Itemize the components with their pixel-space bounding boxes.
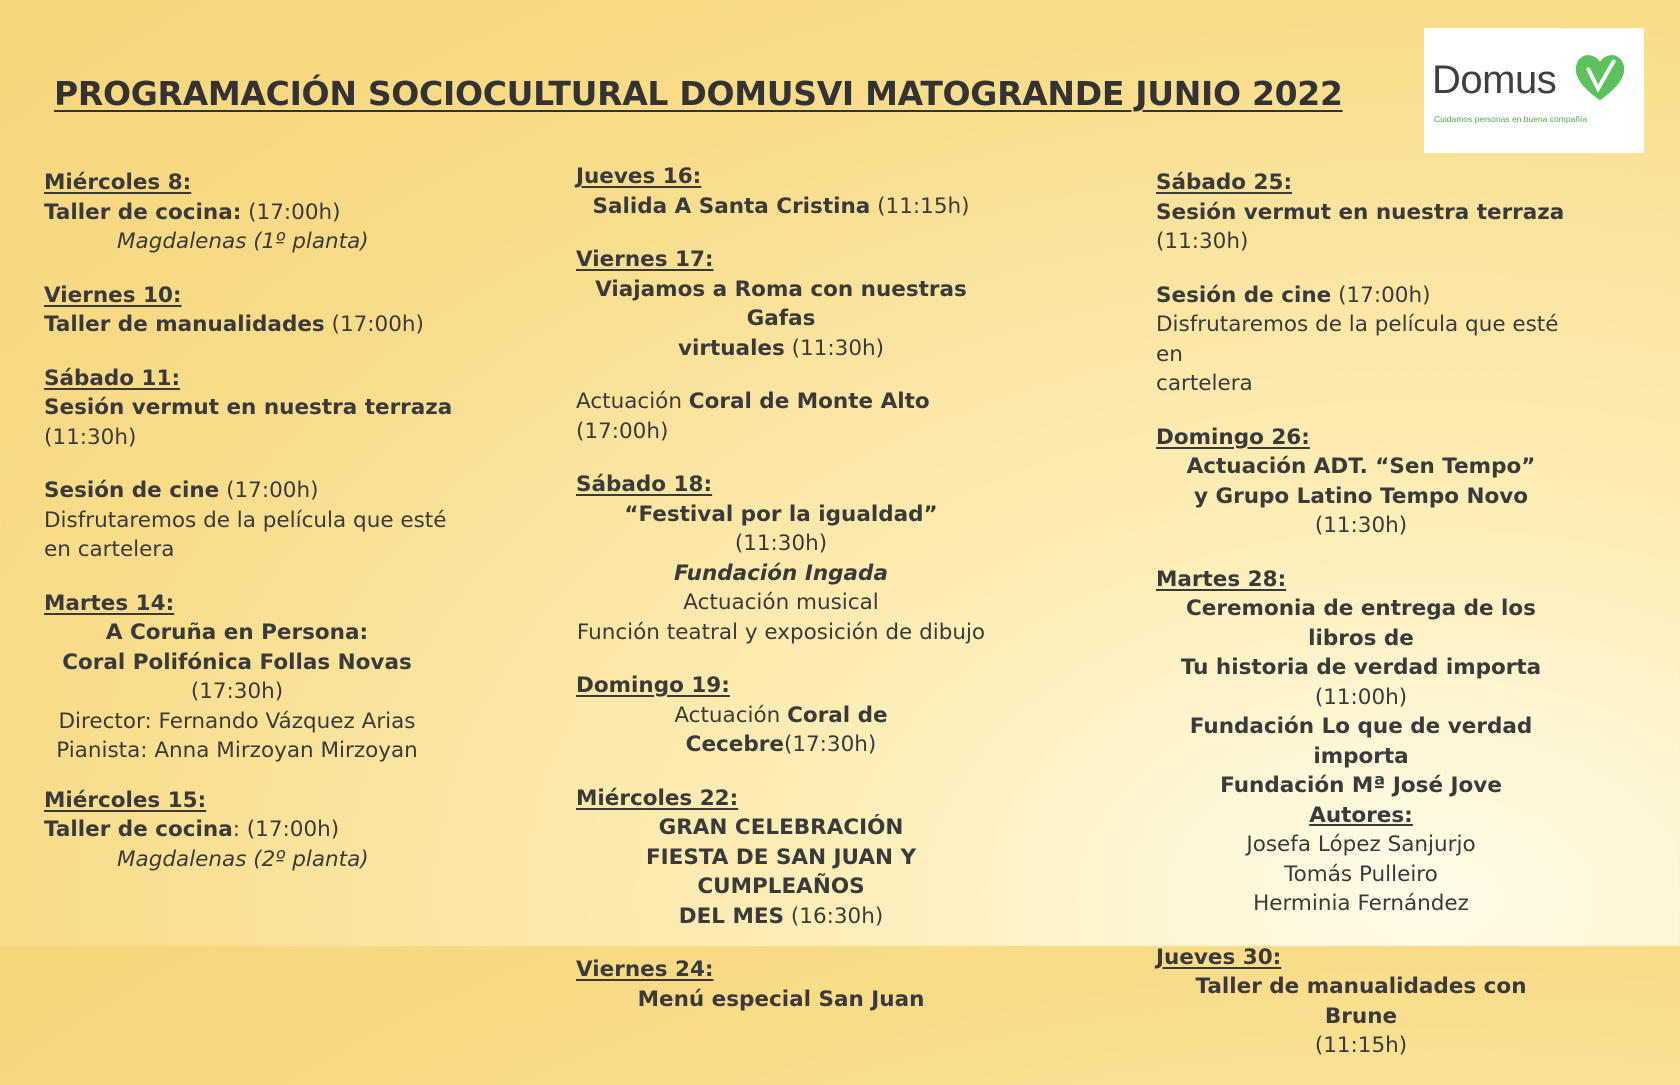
activity-time: (11:30h) xyxy=(734,531,828,556)
day-heading: Domingo 19: xyxy=(576,673,730,698)
activity-name: y Grupo Latino Tempo Novo xyxy=(1193,483,1529,509)
activity-description: en cartelera xyxy=(44,537,175,562)
activity-time: (16:30h) xyxy=(784,903,884,929)
day-heading: Jueves 16: xyxy=(576,164,702,189)
activity-organizer: Fundación Lo que de verdad importa xyxy=(1189,714,1533,769)
activity-description: Disfrutaremos de la película que esté xyxy=(44,507,447,533)
logo-text: Domus xyxy=(1432,58,1557,102)
domusvi-logo xyxy=(1424,28,1644,153)
event-block xyxy=(576,671,1016,760)
activity-name: Viajamos a Roma con nuestras Gafas xyxy=(595,276,967,331)
event-block xyxy=(576,245,1016,446)
activity-name: Actuación ADT. “Sen Tempo” xyxy=(1186,454,1536,479)
activity-time: (17:30h) xyxy=(783,732,877,757)
activity-name: GRAN CELEBRACIÓN xyxy=(658,815,904,840)
activity-time: (11:30h) xyxy=(44,424,137,450)
event-block xyxy=(44,168,514,257)
activity-time: (11:30h) xyxy=(1156,229,1249,254)
activity-time: (17:00h) xyxy=(324,312,424,337)
activity-name: Sesión vermut en nuestra terraza xyxy=(44,395,453,420)
activity-detail: Actuación musical xyxy=(683,590,879,615)
activity-time: (17:00h) xyxy=(576,418,669,444)
activity-time: (11:00h) xyxy=(1314,684,1408,710)
activity-name: Menú especial San Juan xyxy=(637,986,925,1012)
activity-name: Taller de cocina: xyxy=(44,199,242,225)
event-block xyxy=(44,589,514,766)
activity-organizer: Fundación Ingada xyxy=(674,560,888,586)
activity-prefix: Actuación xyxy=(576,389,689,414)
event-block xyxy=(1156,168,1586,399)
event-block xyxy=(576,784,1016,932)
activity-name: Coral de Monte Alto xyxy=(688,389,930,414)
event-block xyxy=(44,281,514,340)
activity-name: “Festival por la igualdad” xyxy=(624,501,938,527)
event-block xyxy=(1156,943,1586,1061)
day-heading: Sábado 18: xyxy=(576,472,713,497)
activity-time: (17:00h) xyxy=(219,478,319,503)
activity-time: (17:30h) xyxy=(190,679,284,704)
day-heading: Viernes 17: xyxy=(576,247,714,272)
day-heading: Martes 14: xyxy=(44,590,175,616)
event-block xyxy=(576,955,1016,1014)
schedule-column-3 xyxy=(1156,168,1586,1085)
event-block xyxy=(44,786,514,875)
day-heading: Sábado 25: xyxy=(1156,170,1293,195)
author-name: Tomás Pulleiro xyxy=(1284,861,1438,887)
page-title: PROGRAMACIÓN SOCIOCULTURAL DOMUSVI MATOGRANDE JUNIO 2022 xyxy=(54,74,1343,113)
authors-heading: Autores: xyxy=(1309,802,1413,828)
day-heading: Viernes 24: xyxy=(576,957,714,982)
author-name: Herminia Fernández xyxy=(1253,891,1469,916)
day-heading: Viernes 10: xyxy=(44,282,182,308)
activity-detail: Magdalenas (1º planta) xyxy=(117,229,369,254)
activity-detail: Director: Fernando Vázquez Arias xyxy=(58,708,416,734)
event-block xyxy=(44,364,514,565)
activity-name: Tu historia de verdad importa xyxy=(1180,655,1542,680)
activity-time: (11:15h) xyxy=(870,193,970,219)
day-heading: Miércoles 22: xyxy=(576,785,739,811)
activity-name: Coral Polifónica Follas Novas xyxy=(62,649,412,675)
activity-name: Sesión vermut en nuestra terraza xyxy=(1156,199,1565,225)
heart-logo-icon xyxy=(1571,48,1629,106)
logo-tagline: Cuidamos personas en buena compañía xyxy=(1434,114,1588,124)
activity-time: : (17:00h) xyxy=(232,817,340,842)
day-heading: Miércoles 15: xyxy=(44,787,207,813)
day-heading: Martes 28: xyxy=(1156,566,1287,592)
event-block xyxy=(576,470,1016,647)
activity-organizer: Fundación Mª José Jove xyxy=(1220,773,1502,798)
activity-name: DEL MES xyxy=(678,903,785,929)
activity-detail: Función teatral y exposición de dibujo xyxy=(576,619,986,645)
activity-name: Taller de manualidades xyxy=(44,312,325,337)
day-heading: Miércoles 8: xyxy=(44,170,192,195)
activity-name: Taller de cocina xyxy=(44,817,233,842)
activity-detail: Magdalenas (2º planta) xyxy=(117,846,369,872)
activity-name: Salida A Santa Cristina xyxy=(592,193,871,219)
event-block xyxy=(576,162,1016,221)
day-heading: Sábado 11: xyxy=(44,365,181,391)
activity-time: (11:30h) xyxy=(1314,513,1408,538)
activity-time: (17:00h) xyxy=(1331,282,1431,308)
activity-time: (11:15h) xyxy=(1314,1033,1408,1058)
schedule-column-1 xyxy=(44,168,514,898)
activity-description: Disfrutaremos de la película que esté en xyxy=(1156,312,1559,367)
schedule-column-2 xyxy=(576,162,1016,1038)
author-name: Josefa López Sanjurjo xyxy=(1246,832,1476,857)
activity-name: Sesión de cine xyxy=(44,478,220,503)
activity-name: Ceremonia de entrega de los libros de xyxy=(1186,596,1536,651)
activity-time: (11:30h) xyxy=(784,335,885,361)
activity-description: cartelera xyxy=(1156,371,1253,396)
activity-name: Coral de Cecebre xyxy=(685,702,888,757)
activity-time: (17:00h) xyxy=(241,199,341,225)
activity-name: virtuales xyxy=(677,335,785,361)
event-block xyxy=(1156,423,1586,541)
activity-name: Taller de manualidades con Brune xyxy=(1195,974,1527,1029)
day-heading: Jueves 30: xyxy=(1156,944,1282,970)
activity-prefix: Actuación xyxy=(674,702,788,728)
day-heading: Domingo 26: xyxy=(1156,424,1310,450)
event-block xyxy=(1156,565,1586,919)
activity-name: FIESTA DE SAN JUAN Y CUMPLEAÑOS xyxy=(645,844,917,899)
activity-name: A Coruña en Persona: xyxy=(105,620,369,645)
activity-detail: Pianista: Anna Mirzoyan Mirzoyan xyxy=(56,738,418,763)
activity-name: Sesión de cine xyxy=(1156,282,1332,308)
